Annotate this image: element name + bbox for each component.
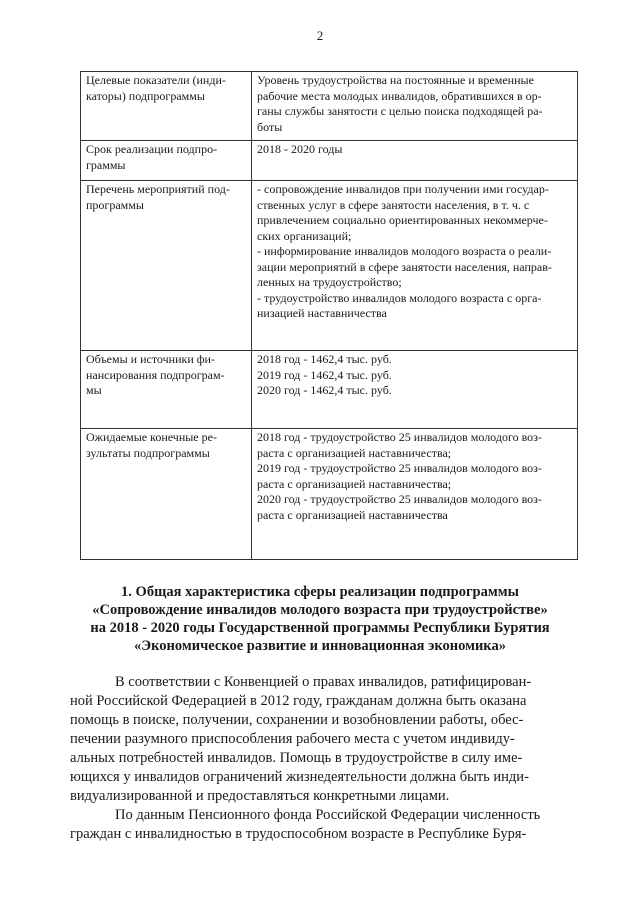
text-line: мы <box>86 383 102 397</box>
table-row <box>81 72 578 141</box>
text-line: раста с организацией наставничества; <box>257 445 452 460</box>
text-line: Ожидаемые конечные ре- <box>86 430 217 444</box>
text-line: зультаты подпрограммы <box>86 445 210 460</box>
text-line: - трудоустройство инвалидов молодого возраста с орга- <box>257 290 542 305</box>
subprogram-passport-table <box>80 71 578 560</box>
text-line: боты <box>257 119 283 134</box>
paragraph <box>70 673 576 806</box>
row-value-cell <box>252 351 578 429</box>
text-line: 2020 год - 1462,4 тыс. руб. <box>257 383 392 397</box>
text-line: Срок реализации подпро- <box>86 142 218 156</box>
text-line: низацией наставничества <box>257 306 387 320</box>
text-line: каторы) подпрограммы <box>86 88 205 103</box>
text-line: зации мероприятий в сфере занятости населения, направ- <box>257 259 552 274</box>
text-line: ной Российской Федерацией в 2012 году, гражданам должна быть оказана <box>70 693 527 709</box>
text-line: 2020 год - трудоустройство 25 инвалидов молодого воз- <box>257 492 542 506</box>
text-line: Перечень мероприятий под- <box>86 182 230 196</box>
table-row <box>81 429 578 560</box>
row-label-cell <box>81 141 252 181</box>
text-line: Уровень трудоустройства на постоянные и временные <box>257 73 534 87</box>
text-line: раста с организацией наставничества <box>257 507 448 522</box>
text-line: альных потребностей инвалидов. Помощь в трудоустройстве в силу име- <box>70 750 523 766</box>
body-text <box>70 673 576 844</box>
heading-line: «Сопровождение инвалидов молодого возраста при трудоустройстве» <box>92 602 548 618</box>
text-line: В соответствии с Конвенцией о правах инвалидов, ратифицирован- <box>115 674 532 690</box>
row-value-cell <box>252 72 578 141</box>
text-line: граждан с инвалидностью в трудоспособном возрасте в Республике Буря- <box>70 826 527 842</box>
text-line: ственных услуг в сфере занятости населения, в т. ч. с <box>257 197 530 212</box>
heading-line: 1. Общая характеристика сферы реализации подпрограммы <box>121 584 519 600</box>
text-line: раста с организацией наставничества; <box>257 476 452 491</box>
row-value-cell <box>252 429 578 560</box>
heading-line: на 2018 - 2020 годы Государственной программы Республики Бурятия <box>90 620 550 636</box>
text-line: печении разумного приспособления рабочего места с учетом индивиду- <box>70 731 515 747</box>
text-line: видуализированной и предоставляться конкретными лицами. <box>70 788 450 804</box>
row-label-cell <box>81 351 252 429</box>
text-line: 2018 год - 1462,4 тыс. руб. <box>257 352 392 366</box>
text-line: 2018 - 2020 годы <box>257 142 343 156</box>
text-line: программы <box>86 197 144 212</box>
row-label-cell <box>81 72 252 141</box>
table-row <box>81 141 578 181</box>
heading-line: «Экономическое развитие и инновационная экономика» <box>134 638 506 654</box>
text-line: рабочие места молодых инвалидов, обратившихся в ор- <box>257 88 542 103</box>
paragraph <box>70 806 576 844</box>
row-value-cell <box>252 181 578 351</box>
text-line: 2018 год - трудоустройство 25 инвалидов молодого воз- <box>257 430 542 444</box>
text-line: ганы службы занятости с целью поиска подходящей ра- <box>257 104 543 118</box>
text-line: нансирования подпрограм- <box>86 367 225 382</box>
text-line: - информирование инвалидов молодого возраста о реали- <box>257 244 552 258</box>
text-line: граммы <box>86 157 126 172</box>
text-line: ющихся у инвалидов ограничений жизнедеятельности должна быть инди- <box>70 769 529 785</box>
text-line: ских организаций; <box>257 228 352 243</box>
section-heading <box>60 583 580 655</box>
row-label-cell <box>81 429 252 560</box>
table-row <box>81 181 578 351</box>
text-line: - сопровождение инвалидов при получении ими государ- <box>257 182 549 196</box>
text-line: привлечением социально ориентированных некоммерче- <box>257 213 548 227</box>
row-label-cell <box>81 181 252 351</box>
text-line: 2019 год - 1462,4 тыс. руб. <box>257 367 392 382</box>
text-line: Объемы и источники фи- <box>86 352 215 366</box>
text-line: По данным Пенсионного фонда Российской Федерации численность <box>115 807 541 823</box>
text-line: Целевые показатели (инди- <box>86 73 226 87</box>
text-line: 2019 год - трудоустройство 25 инвалидов молодого воз- <box>257 461 542 475</box>
text-line: ленных на трудоустройство; <box>257 275 402 289</box>
text-line: помощь в поиске, получении, сохранении и возобновлении работы, обес- <box>70 712 524 728</box>
table-row <box>81 351 578 429</box>
page-number: 2 <box>316 28 324 43</box>
row-value-cell <box>252 141 578 181</box>
